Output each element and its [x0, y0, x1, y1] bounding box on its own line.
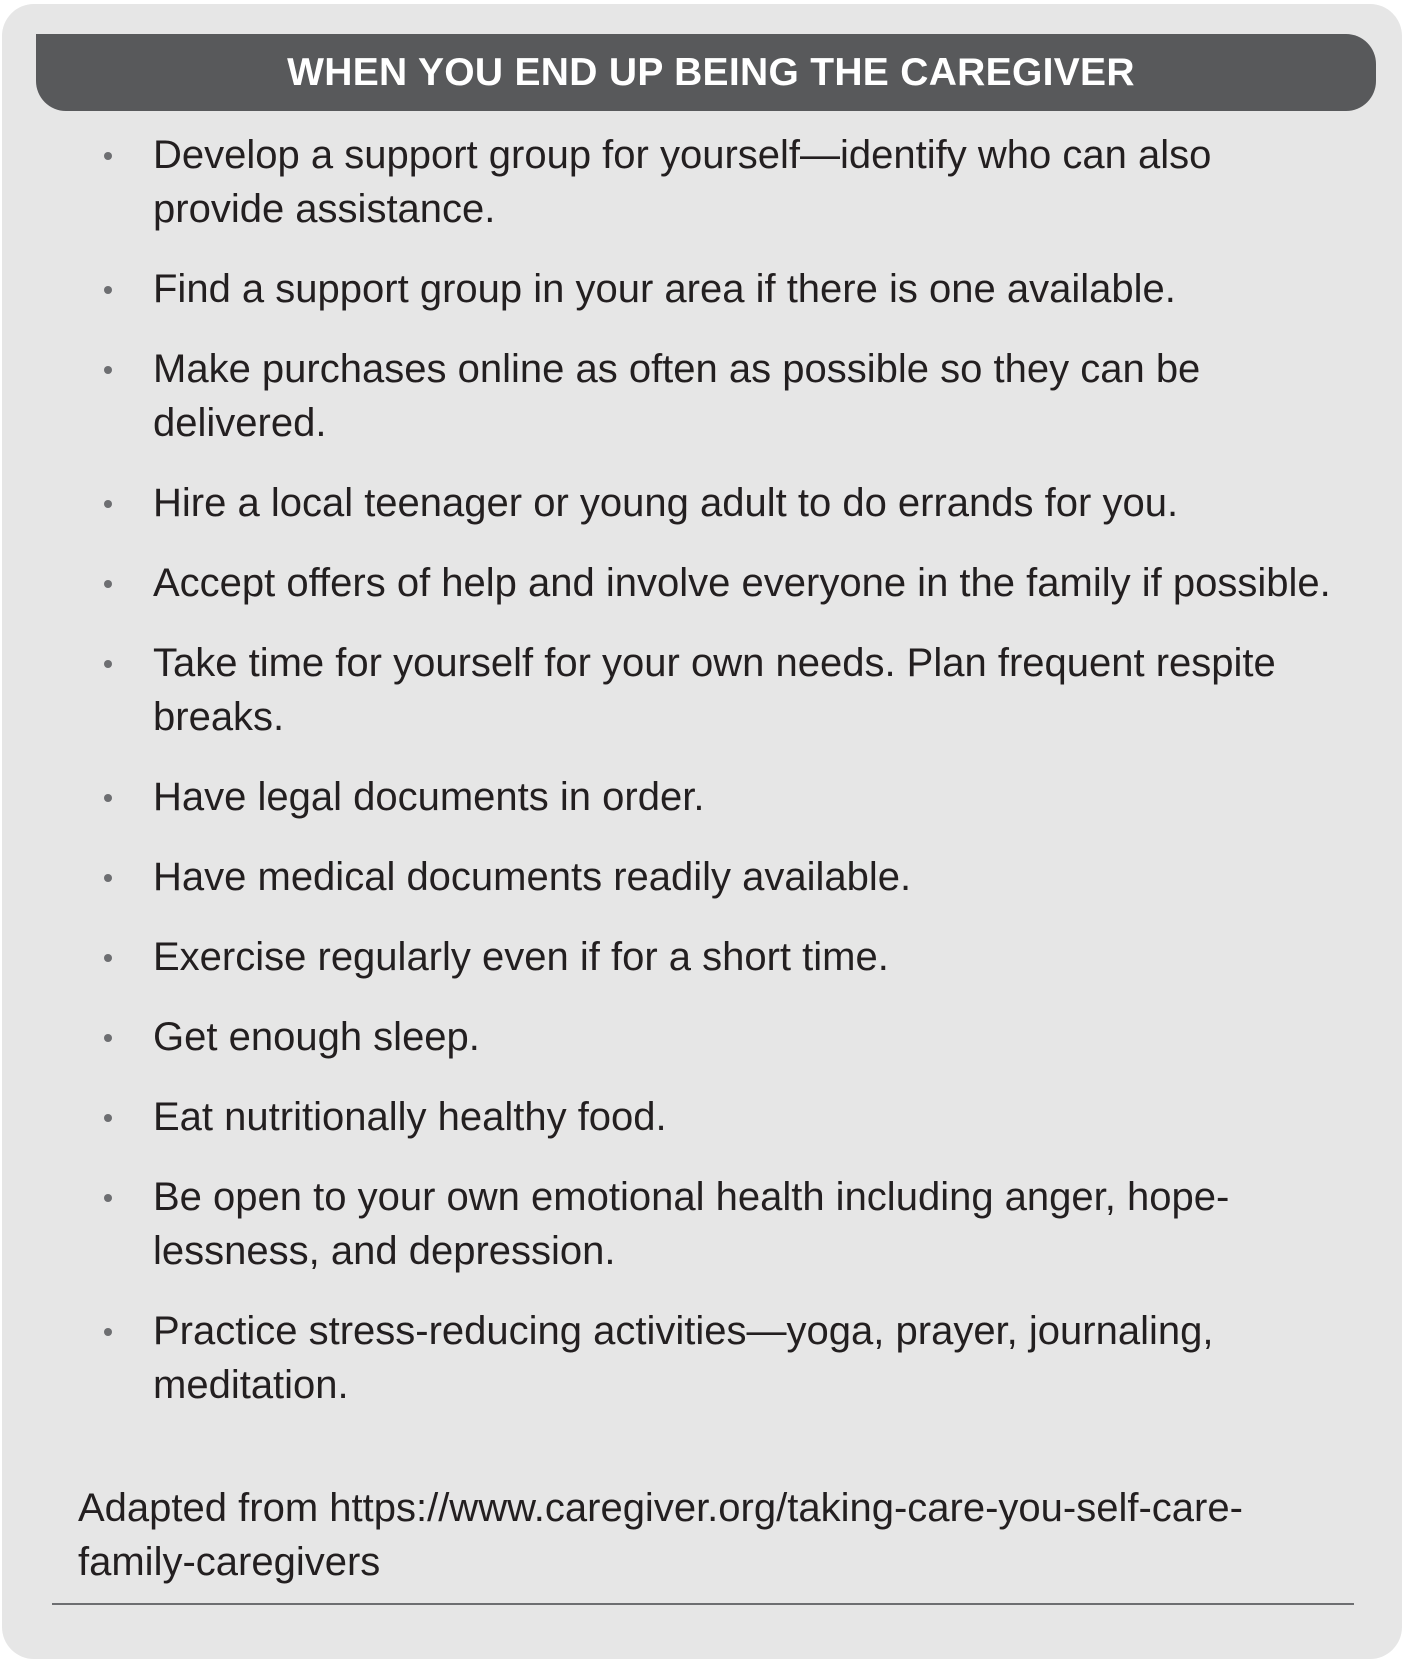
list-item [92, 128, 1352, 236]
bullet-icon [104, 580, 112, 588]
list-item [92, 930, 1352, 984]
bullet-icon [104, 954, 112, 962]
tips-list [92, 128, 1352, 1438]
list-item-text: Find a support group in your area if there is one available. [153, 267, 1176, 311]
list-item [92, 636, 1352, 744]
bullet-icon [104, 1328, 112, 1336]
list-item-text: Get enough sleep. [153, 1015, 480, 1059]
header-bar [36, 34, 1376, 111]
list-item-text: Have medical documents readily available. [153, 855, 912, 899]
bullet-icon [104, 286, 112, 294]
list-item [92, 262, 1352, 316]
box-title: WHEN YOU END UP BEING THE CAREGIVER [287, 50, 1135, 94]
list-item-text: Accept offers of help and involve everyone in the family if possible. [153, 561, 1331, 605]
bullet-icon [104, 500, 112, 508]
bullet-icon [104, 874, 112, 882]
bullet-icon [104, 794, 112, 802]
list-item-text: Hire a local teenager or young adult to do errands for you. [153, 481, 1179, 525]
list-item-text: Make purchases online as often as possible so they can be delivered. [153, 347, 1201, 445]
list-item [92, 476, 1352, 530]
list-item [92, 1010, 1352, 1064]
list-item [92, 342, 1352, 450]
list-item [92, 1090, 1352, 1144]
list-item-text: Develop a support group for yourself—identify who can also provide assistance. [153, 133, 1212, 231]
list-item [92, 1304, 1352, 1412]
list-item-text: Eat nutritionally healthy food. [153, 1095, 667, 1139]
caregiver-tips-box [2, 4, 1402, 1659]
bullet-icon [104, 366, 112, 374]
list-item-text: Exercise regularly even if for a short time. [153, 935, 889, 979]
list-item [92, 1170, 1352, 1278]
list-item-text: Take time for yourself for your own needs. Plan frequent respite breaks. [153, 641, 1276, 739]
list-item [92, 850, 1352, 904]
divider [52, 1603, 1354, 1605]
list-item [92, 770, 1352, 824]
source-note: Adapted from https://www.caregiver.org/taking-care-you-self-care-family-caregivers [78, 1486, 1243, 1584]
bullet-icon [104, 1194, 112, 1202]
bullet-icon [104, 1114, 112, 1122]
list-item-text: Have legal documents in order. [153, 775, 705, 819]
bullet-icon [104, 660, 112, 668]
bullet-icon [104, 1034, 112, 1042]
list-item [92, 556, 1352, 610]
list-item-text: Practice stress-reducing activities—yoga, prayer, journaling, meditation. [153, 1309, 1214, 1407]
bullet-icon [104, 152, 112, 160]
list-item-text: Be open to your own emotional health including anger, hope-lessness, and depression. [153, 1175, 1230, 1273]
